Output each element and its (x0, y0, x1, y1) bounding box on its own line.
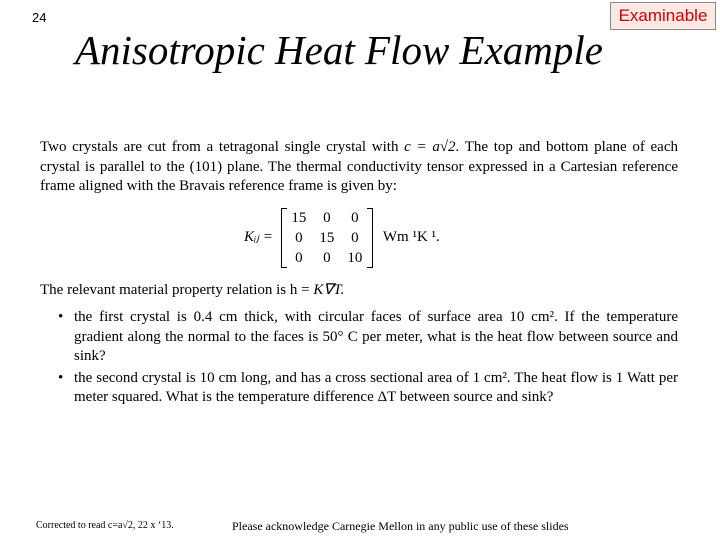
list-item (40, 308, 678, 367)
matrix-cell: 0 (351, 229, 359, 246)
conductivity-matrix (281, 208, 373, 268)
question-list (40, 308, 678, 408)
bullet-dot-icon: • (58, 309, 64, 325)
footer-correction-note: Corrected to read c=a√2, 22 x ‘13. (36, 520, 174, 531)
matrix-cell: 15 (291, 209, 307, 226)
intro-paragraph (40, 138, 678, 197)
equation-lhs: Kᵢⱼ = (244, 228, 273, 245)
bullet-text: the first crystal is 0.4 cm thick, with circular faces of surface area 10 cm². If the temperature gradient along the normal to the faces is 50° C per meter, what is the heat flow between source and sink? (74, 309, 678, 364)
matrix-cell: 0 (295, 249, 303, 266)
intro-text-before: Two crystals are cut from a tetragonal single crystal with (40, 139, 405, 155)
matrix-cell: 15 (319, 229, 335, 246)
examinable-badge: Examinable (610, 2, 716, 30)
matrix-cell: 0 (323, 249, 331, 266)
matrix-cell: 0 (295, 229, 303, 246)
slide-body (40, 138, 678, 410)
relation-math: K∇T. (313, 281, 345, 298)
intro-text-after: . The top and bottom plane of each crystal is parallel to the (101) plane. The thermal conductivity tensor expressed in a Cartesian reference frame aligned with the Bravais reference frame is given by: (40, 139, 679, 194)
list-item (40, 369, 678, 408)
relation-line (40, 281, 678, 301)
slide-title: Anisotropic Heat Flow Example (75, 27, 603, 73)
relation-text: The relevant material property relation is h = (40, 281, 314, 298)
bullet-text: the second crystal is 10 cm long, and has a cross sectional area of 1 cm². The heat flow is 1 Watt per meter squared. What is the temperature difference ΔT between source and sink? (74, 369, 678, 405)
matrix-cell: 10 (347, 249, 363, 266)
matrix-cell: 0 (323, 209, 331, 226)
bullet-dot-icon: • (58, 369, 64, 386)
intro-math: c = a√2 (404, 139, 456, 155)
slide-number: 24 (32, 10, 47, 25)
equation-unit: Wm ¹K ¹. (382, 228, 440, 245)
footer-acknowledgement: Please acknowledge Carnegie Mellon in any public use of these slides (232, 519, 569, 533)
matrix-cell: 0 (351, 209, 359, 226)
conductivity-equation (244, 207, 678, 269)
